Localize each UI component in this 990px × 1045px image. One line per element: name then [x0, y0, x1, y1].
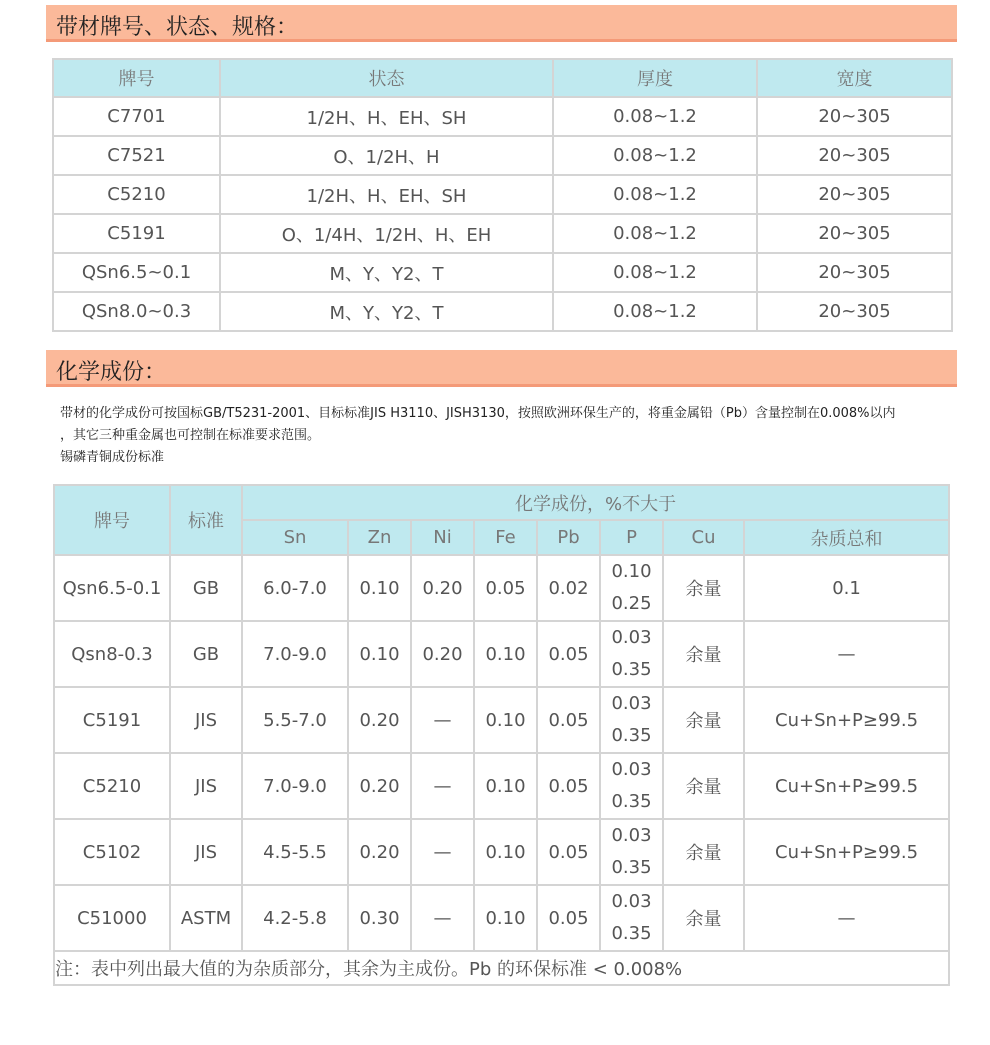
fe-cell: 0.10 [474, 753, 537, 819]
p-max: 0.35 [611, 725, 652, 746]
p-cell [600, 753, 663, 819]
ni-cell: — [411, 885, 474, 951]
temper-cell: 1/2H、H、EH、SH [220, 175, 553, 214]
width-cell: 20~305 [757, 175, 952, 214]
temper-cell: 1/2H、H、EH、SH [220, 97, 553, 136]
p-min: 0.03 [611, 693, 652, 714]
cu-cell: 余量 [663, 621, 744, 687]
ni-cell: — [411, 753, 474, 819]
intro-line: 带材的化学成份可按国标GB/T5231-2001、目标标准JIS H3110、JISH3130，按照欧洲环保生产的，将重金属铅（Pb）含量控制在0.008%以内 [60, 406, 896, 421]
impurity-cell: Cu+Sn+P≥99.5 [744, 687, 949, 753]
element-header: 杂质总和 [744, 520, 949, 555]
pb-cell: 0.05 [537, 621, 600, 687]
standard-header: 标准 [170, 485, 242, 555]
intro-text [60, 403, 950, 469]
section-header-spec [46, 5, 957, 42]
cu-cell: 余量 [663, 885, 744, 951]
ni-cell: — [411, 687, 474, 753]
grade-header: 牌号 [54, 485, 170, 555]
column-header: 宽度 [757, 59, 952, 97]
impurity-cell: 0.1 [744, 555, 949, 621]
grade-cell: C5191 [54, 687, 170, 753]
temper-cell: O、1/2H、H [220, 136, 553, 175]
width-cell: 20~305 [757, 136, 952, 175]
grade-cell: C5210 [53, 175, 220, 214]
element-header: Cu [663, 520, 744, 555]
section-title: 化学成份： [56, 360, 167, 385]
table-row [54, 819, 949, 885]
spec-table [52, 58, 953, 332]
ni-cell: — [411, 819, 474, 885]
thickness-cell: 0.08~1.2 [553, 175, 757, 214]
zn-cell: 0.20 [348, 753, 411, 819]
thickness-cell: 0.08~1.2 [553, 292, 757, 331]
grade-cell: C7521 [53, 136, 220, 175]
table-row [54, 885, 949, 951]
column-header: 状态 [220, 59, 553, 97]
note-row [54, 951, 949, 985]
thickness-cell: 0.08~1.2 [553, 97, 757, 136]
impurity-cell: Cu+Sn+P≥99.5 [744, 753, 949, 819]
temper-cell: M、Y、Y2、T [220, 292, 553, 331]
standard-cell: GB [170, 555, 242, 621]
thickness-cell: 0.08~1.2 [553, 214, 757, 253]
sn-cell: 4.5-5.5 [242, 819, 348, 885]
element-header: Zn [348, 520, 411, 555]
grade-cell: C5191 [53, 214, 220, 253]
p-min: 0.03 [611, 759, 652, 780]
sn-cell: 4.2-5.8 [242, 885, 348, 951]
table-header-row [53, 59, 952, 97]
grade-cell: QSn6.5~0.1 [53, 253, 220, 292]
standard-cell: JIS [170, 687, 242, 753]
table-row [53, 97, 952, 136]
standard-cell: JIS [170, 753, 242, 819]
p-max: 0.25 [611, 593, 652, 614]
width-cell: 20~305 [757, 292, 952, 331]
pb-cell: 0.05 [537, 885, 600, 951]
p-min: 0.03 [611, 627, 652, 648]
table-row [54, 753, 949, 819]
fe-cell: 0.05 [474, 555, 537, 621]
pb-cell: 0.05 [537, 687, 600, 753]
zn-cell: 0.20 [348, 819, 411, 885]
temper-cell: O、1/4H、1/2H、H、EH [220, 214, 553, 253]
width-cell: 20~305 [757, 97, 952, 136]
p-cell [600, 555, 663, 621]
standard-cell: JIS [170, 819, 242, 885]
pb-cell: 0.02 [537, 555, 600, 621]
table-row [54, 555, 949, 621]
pb-cell: 0.05 [537, 819, 600, 885]
section-header-chemistry [46, 350, 957, 387]
p-min: 0.03 [611, 891, 652, 912]
cu-cell: 余量 [663, 819, 744, 885]
zn-cell: 0.10 [348, 555, 411, 621]
element-header: Fe [474, 520, 537, 555]
standard-cell: GB [170, 621, 242, 687]
fe-cell: 0.10 [474, 885, 537, 951]
cu-cell: 余量 [663, 687, 744, 753]
standard-cell: ASTM [170, 885, 242, 951]
p-max: 0.35 [611, 857, 652, 878]
zn-cell: 0.30 [348, 885, 411, 951]
impurity-cell: — [744, 621, 949, 687]
column-header: 厚度 [553, 59, 757, 97]
sn-cell: 5.5-7.0 [242, 687, 348, 753]
p-cell [600, 621, 663, 687]
p-max: 0.35 [611, 659, 652, 680]
width-cell: 20~305 [757, 253, 952, 292]
p-cell [600, 885, 663, 951]
sn-cell: 6.0-7.0 [242, 555, 348, 621]
table-row [53, 214, 952, 253]
grade-cell: QSn8.0~0.3 [53, 292, 220, 331]
thickness-cell: 0.08~1.2 [553, 253, 757, 292]
grade-cell: C51000 [54, 885, 170, 951]
sn-cell: 7.0-9.0 [242, 753, 348, 819]
table-row [53, 253, 952, 292]
zn-cell: 0.10 [348, 621, 411, 687]
element-header: P [600, 520, 663, 555]
grade-cell: C5210 [54, 753, 170, 819]
impurity-cell: Cu+Sn+P≥99.5 [744, 819, 949, 885]
pb-cell: 0.05 [537, 753, 600, 819]
intro-line: ，其它三种重金属也可控制在标准要求范围。 [60, 428, 321, 443]
fe-cell: 0.10 [474, 687, 537, 753]
p-max: 0.35 [611, 923, 652, 944]
zn-cell: 0.20 [348, 687, 411, 753]
element-header: Sn [242, 520, 348, 555]
element-header: Pb [537, 520, 600, 555]
p-cell [600, 819, 663, 885]
element-header: Ni [411, 520, 474, 555]
composition-group-header: 化学成份，%不大于 [242, 485, 949, 520]
sn-cell: 7.0-9.0 [242, 621, 348, 687]
p-max: 0.35 [611, 791, 652, 812]
ni-cell: 0.20 [411, 555, 474, 621]
impurity-cell: — [744, 885, 949, 951]
column-header: 牌号 [53, 59, 220, 97]
p-min: 0.03 [611, 825, 652, 846]
section-title: 带材牌号、状态、规格： [56, 15, 299, 40]
temper-cell: M、Y、Y2、T [220, 253, 553, 292]
thickness-cell: 0.08~1.2 [553, 136, 757, 175]
table-row [53, 175, 952, 214]
table-row [53, 292, 952, 331]
grade-cell: C5102 [54, 819, 170, 885]
width-cell: 20~305 [757, 214, 952, 253]
intro-subtitle: 锡磷青铜成份标准 [60, 450, 165, 465]
fe-cell: 0.10 [474, 621, 537, 687]
grade-cell: C7701 [53, 97, 220, 136]
grade-cell: Qsn8-0.3 [54, 621, 170, 687]
table-header-row [54, 485, 949, 520]
table-row [53, 136, 952, 175]
table-note: 注：表中列出最大值的为杂质部分，其余为主成份。Pb 的环保标准 < 0.008% [54, 951, 949, 985]
composition-table [53, 484, 950, 986]
p-cell [600, 687, 663, 753]
cu-cell: 余量 [663, 753, 744, 819]
fe-cell: 0.10 [474, 819, 537, 885]
ni-cell: 0.20 [411, 621, 474, 687]
p-min: 0.10 [611, 561, 652, 582]
table-row [54, 621, 949, 687]
grade-cell: Qsn6.5-0.1 [54, 555, 170, 621]
cu-cell: 余量 [663, 555, 744, 621]
table-row [54, 687, 949, 753]
